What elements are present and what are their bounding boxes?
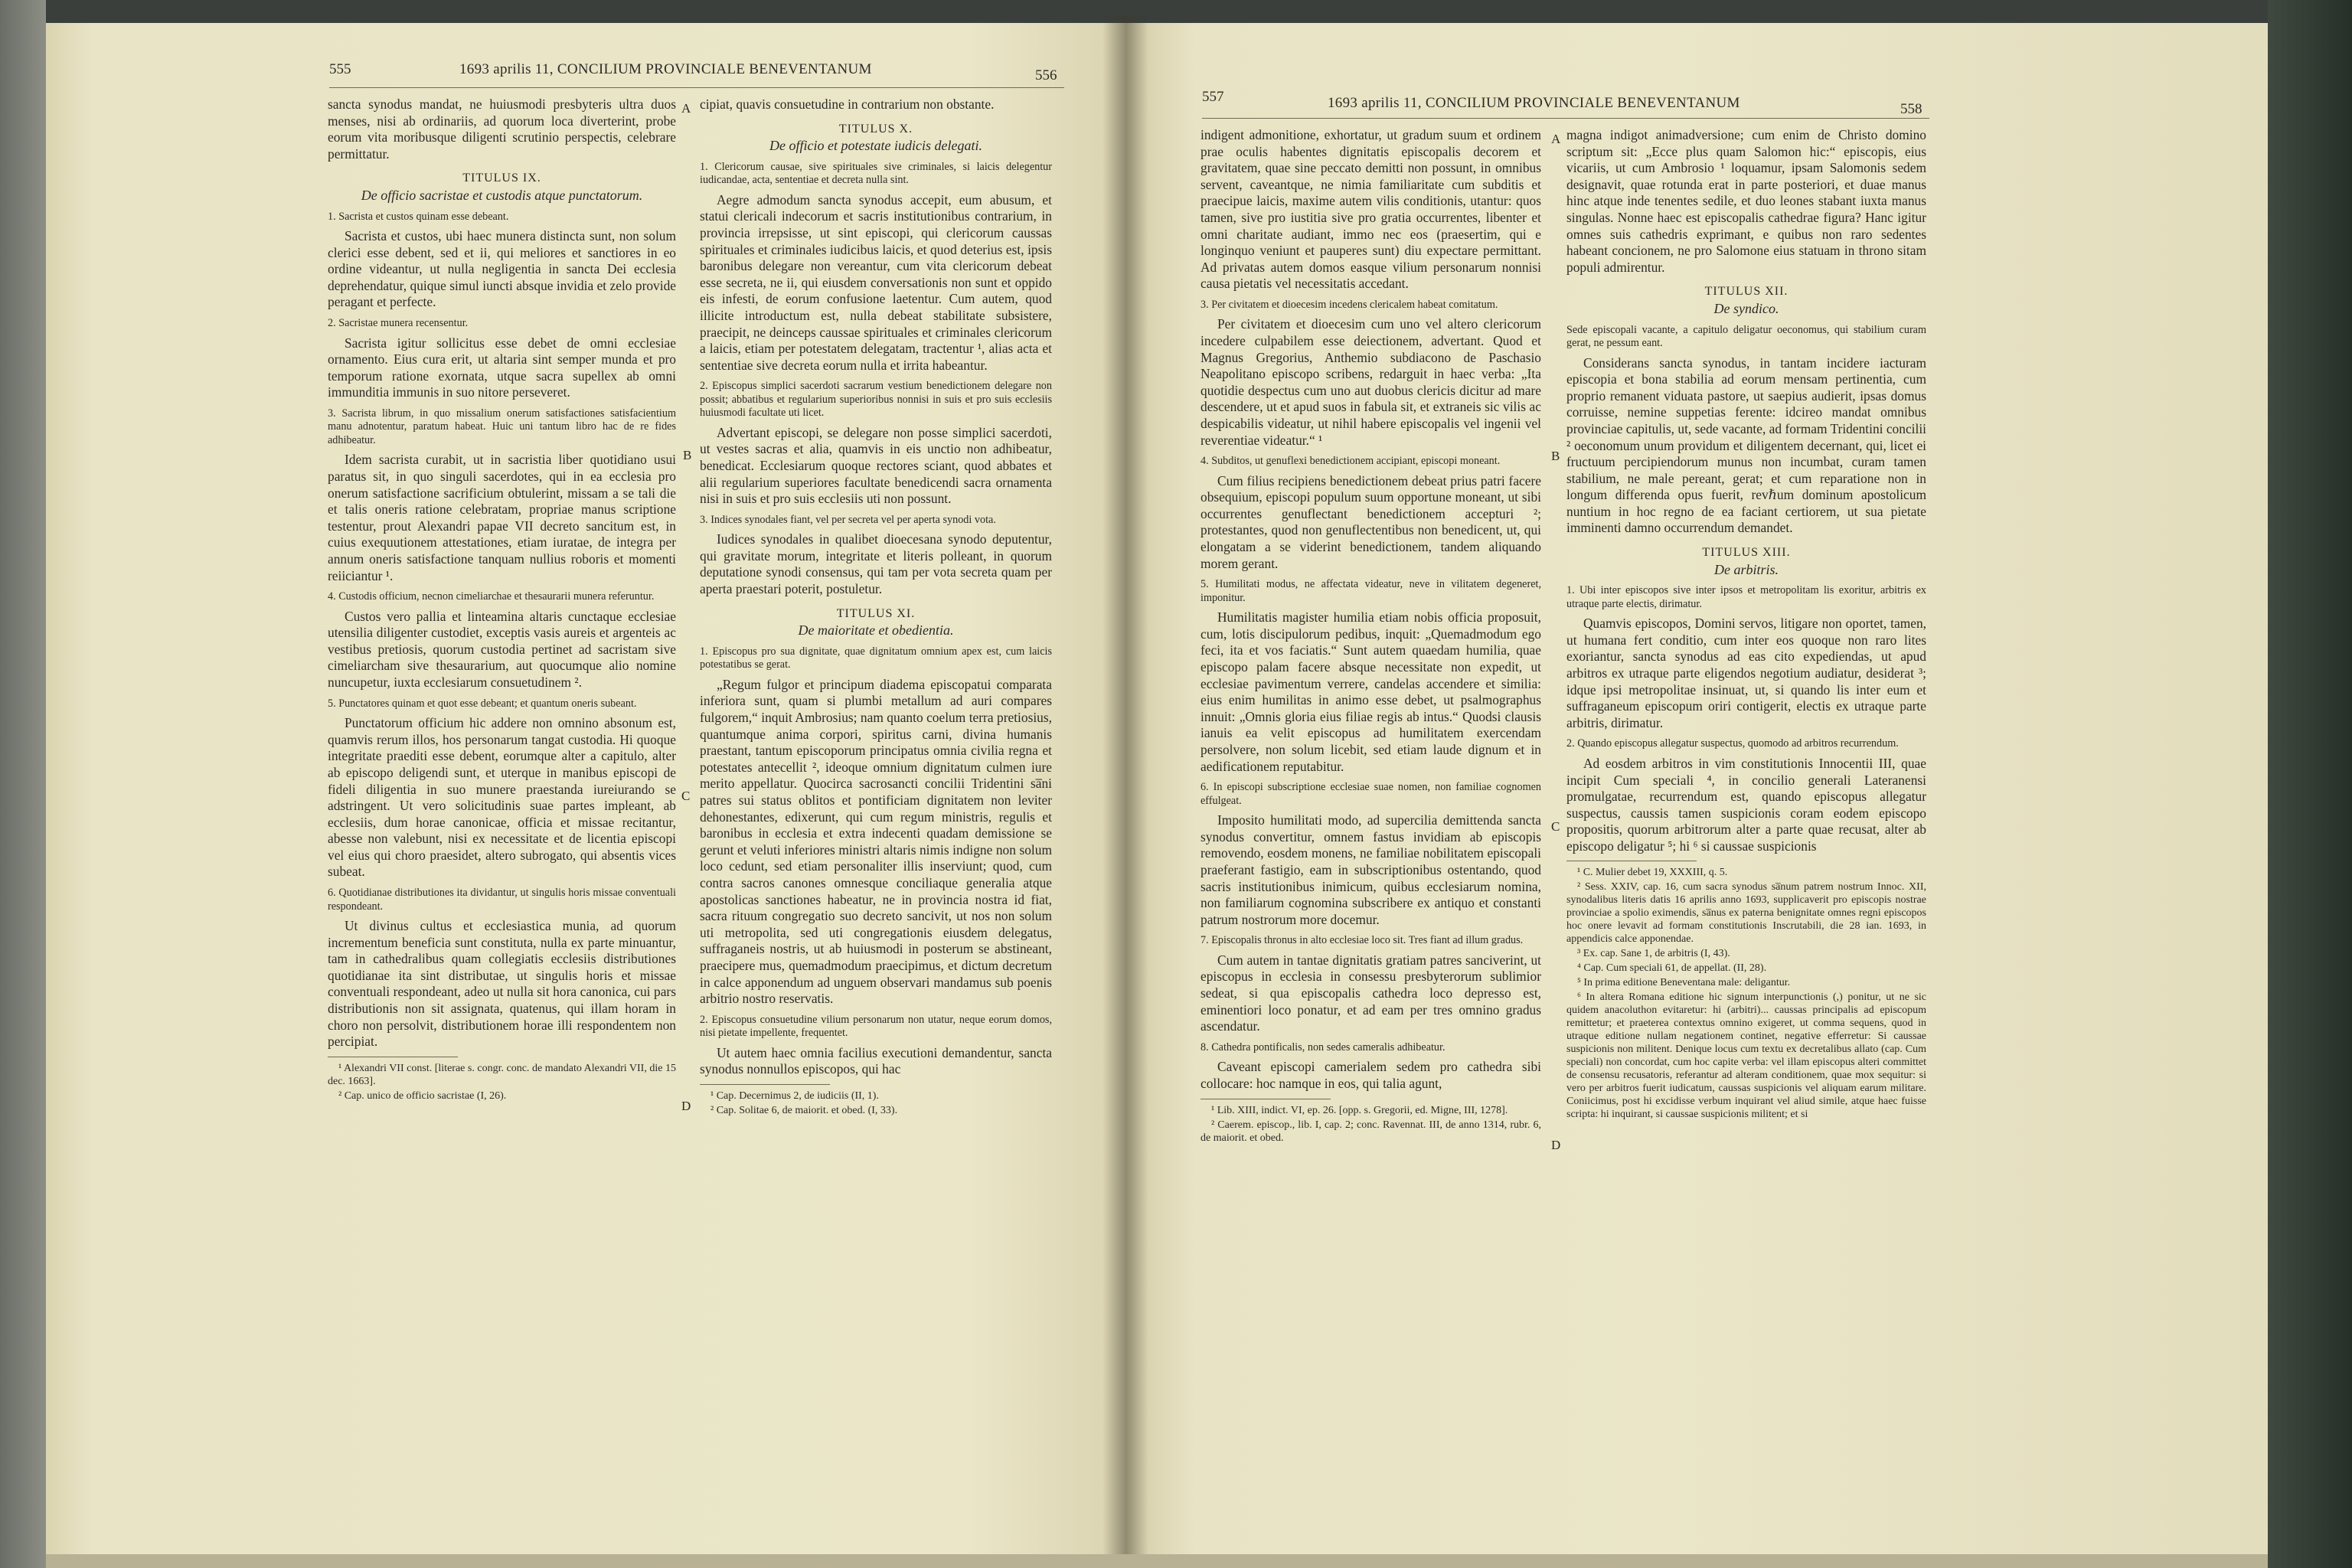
body-paragraph: Ut divinus cultus et ecclesiastica munia, ad quorum incrementum beneficia sunt constituta, nulla ex parte minuantur, tam in cathedralibus quam collegiatis ecclesiis distributiones quotidianae ita sint distributae, ut singulis horis et missae conventuali respondeant, adeo ut nulla sit hora canonica, cui pars distributionis non sit assignata, quatenus, qui illam horam in choro non persolvit, distributionem horae illi respondentem non percipiat. bbox=[328, 918, 676, 1050]
caption-summary: 3. Indices synodales fiant, vel per secreta vel per aperta synodi vota. bbox=[700, 513, 996, 526]
caption-summary: 1. Ubi inter episcopos sive inter ipsos et metropolitam lis exoritur, arbitris ex utraque parte electis, dirimatur. bbox=[1566, 584, 1926, 610]
caption-summary: 4. Custodis officium, necnon cimeliarchae et thesaurarii munera referuntur. bbox=[328, 590, 655, 603]
page-number-558: 558 bbox=[1900, 101, 1922, 117]
body-paragraph: magna indigot animadversione; cum enim de Christo domino scriptum sit: „Ecce plus quam Salomon hic:“ episcopis, eius vicariis, ut cum Ambrosio ¹ loquamur, ipsam Salomonis sedem designavit, quae rotunda erat in parte posteriori, et duae manus hinc atque inde tenentes sedile, et duo leones stabant iuxta manus singulas. Nonne haec est episcopalis cathedrae figura? Hanc igitur omnes suis cathedris exprimant, e quibus non raro sedentes habeant concionem, ne pro Salomone eius statuam in throno sitam populi admirentur. bbox=[1566, 127, 1926, 275]
body-paragraph: Humilitatis magister humilia etiam nobis officia proposuit, cum, lotis discipulorum pedibus, inquit: „Quemadmodum ego feci, ita et vos faciatis.“ Sunt autem quaedam humilia, quae episcopo palam facere absque necessitate non expedit, ut ecclesiae pavimentum verrere, candelas accendere et similia: eius enim humilitas in animo esse debet, ut psalmographus innuit: „Omnis gloria eius filiae regis ab intus.“ Quodsi clausis ianuis ea velit episcopus ad humilitatem exercendam persolvere, non solum licebit, sed etiam laude dignum et in aedificationem reputabitur. bbox=[1200, 609, 1541, 774]
body-paragraph: Aegre admodum sancta synodus accepit, eum abusum, et statui clericali indecorum et sacris institutionibus contrarium, in provincia irrepsisse, ut sint episcopi, qui clericorum caussas spirituales et criminales iudicibus laicis, et quod deterius est, ipsis baronibus delegare non vereantur, cum vita clericorum debeat esse secreta, ne ii, qui eiusdem conversationis non sunt et oppido eis infesti, de eorum confusione laetentur. Cum autem, quod illicite introductum est, nulla debeat stabilitate subsistere, praecipit, ne deinceps caussae spirituales et criminales clericorum a laicis, etiam per potestatem delegatam, tractentur ¹, alias acta et sententiae sive decreta eorum nulla et irrita habeantur. bbox=[700, 191, 1052, 373]
title-subject: De arbitris. bbox=[1713, 561, 1779, 577]
caption-summary: 4. Subditos, ut genuflexi benedictionem accipiant, episcopi moneant. bbox=[1200, 455, 1501, 468]
title-subject: De officio et potestate iudicis delegati. bbox=[769, 138, 982, 154]
caption-summary: 8. Cathedra pontificalis, non sedes cameralis adhibeatur. bbox=[1200, 1040, 1446, 1054]
caption-summary: 2. Sacristae munera recensentur. bbox=[328, 317, 469, 330]
title-subject: De officio sacristae et custodis atque punctatorum. bbox=[361, 187, 643, 203]
running-head-left: 1693 aprilis 11, CONCILIUM PROVINCIALE BENEVENTANUM bbox=[459, 61, 872, 77]
footnote: ⁴ Cap. Cum speciali 61, de appellat. (II, 28). bbox=[1577, 962, 1767, 975]
footnote: ² Cap. unico de officio sacristae (I, 26). bbox=[338, 1089, 507, 1102]
footnote: ¹ C. Mulier debet 19, XXXIII, q. 5. bbox=[1577, 867, 1728, 879]
title-heading: TITULUS XIII. bbox=[1702, 546, 1791, 560]
right-page-column-2 bbox=[1566, 127, 1926, 1122]
caption-summary: 3. Per civitatem et dioecesim incedens clericalem habeat comitatum. bbox=[1200, 298, 1498, 311]
body-paragraph: Imposito humilitati modo, ad supercilia demittenda sancta synodus convertitur, omnem fastus invidiam ab episcopis removendo, eosdem monens, ne familiae nobilitatem episcopali praeferant fastigio, eam in subscriptionibus ostentando, quod sacris institutionibus inimicum, quibus ecclesiarum nomina, non familiarum cognomina subscribere ex antiquo et constanti patrum nostrorum more docemur. bbox=[1200, 812, 1541, 927]
title-heading: TITULUS XI. bbox=[836, 606, 916, 620]
left-page bbox=[46, 23, 1125, 1554]
body-paragraph: indigent admonitione, exhortatur, ut gradum suum et ordinem prae oculis habentes dignitatis episcopalis decorem et gravitatem, quae sine peccato demitti non possunt, in omnibus servent, caveantque, ne nimia familiaritate cum subditis et praecipue laicis, maxime autem vilis conditionis, utantur: quos tamen, sive pro iustitia sive pro gratia occurrentes, libenter et omni charitate audiant, immo nec eos (praesertim, qui e longinquo veniunt et pauperes sunt) diu expectare permittant. Ad privatas autem domos easque vilium personarum nonnisi causa pietatis vel necessitatis accedant. bbox=[1200, 127, 1541, 292]
footnote: ² Sess. XXIV, cap. 16, cum sacra synodus sa̅num patrem nostrum Innoc. XII, synodalibus literis datis 16 aprilis anno 1693, supplicaverit pro episcopis nostrae provinciae a spolio eximendis, sa̅nus ex paterna benignitate omnes regni episcopos hoc onere levavit ad formam constitutionis Inscrutabili, die 28 ian. 1693, in appendicis calce apponendae. bbox=[1566, 881, 1926, 946]
caption-summary: 1. Clericorum causae, sive spirituales sive criminales, si laicis delegentur iudicandae, acta, sententiae et decreta nulla sint. bbox=[700, 160, 1052, 187]
body-paragraph: Custos vero pallia et linteamina altaris cunctaque ecclesiae utensilia diligenter custodiet, exceptis vasis aureis et argenteis ac vestibus pretiosis, quorum custodia pertinet ad sacristam sive cimeliarcham sive thesaurarium, aut quocumque alio nomine nuncupetur, iuxta ecclesiarum consuetudinem ². bbox=[328, 608, 676, 691]
footnote: ² Cap. Solitae 6, de maiorit. et obed. (I, 33). bbox=[710, 1104, 898, 1116]
body-paragraph: Cum filius recipiens benedictionem debeat prius patri facere obsequium, episcopi populum suum opportune moneant, ut sibi occurrentes genuflectant benedictionem accepturi ²; protestantes, quod non genuflectentibus non benedicent, ut, qui elongatam a se viderint benedictionem, tandem aliquando morem gerant. bbox=[1200, 472, 1541, 571]
margin-letter-b: B bbox=[683, 448, 692, 462]
right-page bbox=[1125, 23, 2268, 1554]
book-cover-right bbox=[2268, 0, 2352, 1568]
margin-letter-c: C bbox=[681, 789, 691, 803]
book-gutter bbox=[1102, 15, 1148, 1554]
caption-summary: 5. Humilitati modus, ne affectata videatur, neve in vilitatem degeneret, imponitur. bbox=[1200, 578, 1541, 604]
title-heading: TITULUS X. bbox=[838, 122, 913, 136]
margin-letter-d-right: D bbox=[1551, 1138, 1561, 1152]
footnote: ⁵ In prima editione Beneventana male: deligantur. bbox=[1577, 977, 1791, 989]
margin-letter-a-right: A bbox=[1551, 132, 1561, 146]
body-paragraph: „Regum fulgor et principum diadema episcopatui comparata inferiora sunt, quam si plumbi metallum ad auri compares fulgorem,“ inquit Ambrosius; nam quanto coelum terra pretiosius, quantumque anima corpori, spiritus carni, divina humanis praestant, tantum episcoporum principatus omnia civilia regna et potestates antecellit ², ideoque omnium dignitatum culmen iure merito appellatur. Quocirca sacrosancti concilii Tridentini sa̅ni patres sui status oblitos et pontificiam dignitatem non leviter dehonestantes, edixerunt, qui cum regum ministris, regulis et baronibus in ecclesia et extra indecenti quadam demissione se gerunt et veluti inferiores ministri altaris nimis indigne non solum loco cedunt, sed etiam personaliter illis inserviunt; quod, cum contra sacros canones omnesque conciliaque generalia atque apostolicas sanctiones habeatur, ne in provincia nostra id fiat, sacra rituum congregatio suo decreto sancivit, ut nos non solum uti metropolita, sed uti congregationis eiusdem delegatus, suffraganeis nostris, ut ab huiusmodi in posterum se abstineant, praecipere mus, quemadmodum praecipimus, et dictum decretum in calce apponendum ad unguem observari mandamus sub poenis arbitrio nostro reservatis. bbox=[700, 676, 1052, 1007]
margin-letter-b-right: B bbox=[1551, 449, 1560, 463]
body-paragraph: cipiat, quavis consuetudine in contrarium non obstante. bbox=[700, 96, 995, 112]
running-head-right: 1693 aprilis 11, CONCILIUM PROVINCIALE BENEVENTANUM bbox=[1328, 95, 1740, 111]
page-number-555: 555 bbox=[329, 61, 351, 77]
caption-summary: 1. Episcopus pro sua dignitate, quae dignitatum omnium apex est, cum laicis potestatibus se gerat. bbox=[700, 645, 1052, 671]
caption-summary: 6. Quotidianae distributiones ita dividantur, ut singulis horis missae conventuali respondeant. bbox=[328, 887, 676, 913]
page-number-556: 556 bbox=[1035, 67, 1057, 83]
caption-summary: 7. Episcopalis thronus in alto ecclesiae loco sit. Tres fiant ad illum gradus. bbox=[1200, 934, 1524, 947]
body-paragraph: Quamvis episcopos, Domini servos, litigare non oportet, tamen, ut humana fert conditio, cum inter eos quoque non raro lites exoriantur, sancta synodus ad eas cito expediendas, ut apud arbitros ex utraque parte eligendos negotium audiatur, desiderat ³; idque ipsi metropolitae insinuat, ut, si quando lis inter eum et suffraganeum episcopum oriri contigerit, electis ex utraque parte arbitris, dirimatur. bbox=[1566, 616, 1926, 730]
title-heading: TITULUS IX. bbox=[462, 172, 541, 185]
left-page-column-1 bbox=[328, 96, 676, 1104]
book-edge-left bbox=[0, 0, 46, 1568]
body-paragraph: Considerans sancta synodus, in tantam incidere iacturam episcopia et bona stabilia ad eorum mensam pertinentia, cum proprio remanent viduata pastore, ut saepius audierit, ipsas domus corruisse, nemine suppetias ferente: idcireo mandat omnibus provinciae capitulis, ut, sede vacante, ad formam Tridentini concilii ² oeconomum unum providum et diligentem decernant, qui, licet ei fructuum percipiendorum munus non incumbat, curam tamen stabilium, ne male pereant, gerat; et cum reparatione non in longum differenda opus fuerit, revℏum dominum apostolicum nuntium in hoc regno de ea faciant certiorem, ut sua pietate imminenti damno occurrendum demandet. bbox=[1566, 354, 1926, 536]
body-paragraph: Sacrista et custos, ubi haec munera distincta sunt, non solum clerici esse debent, sed et ii, qui meliores et sanctiores in eo ordine videantur, ut nulla negligentia in sancta Dei ecclesia deprehendatur, quique simul iuncti absque invidia et zelo provide peragant et perfecte. bbox=[328, 228, 676, 310]
body-paragraph: Punctatorum officium hic addere non omnino absonum est, quamvis rerum illos, hos personarum tangat custodia. Hi quoque integritate praediti esse debent, eorumque alter a capitulo, alter ab episcopo deligendi sunt, et uterque in manibus episcopi de fideli diligentia in suo munere praestanda iureiurando se adstringent. Ut vero solicitudinis suae partes impleant, ab ecclesiis, dum horae canonicae, officia et missae recitantur, abesse non valebunt, nisi ex necessitate et de licentia episcopi vel eius qui choro praesidet, altero subrogato, qui absentis vices subeat. bbox=[328, 715, 676, 880]
head-rule-right bbox=[1202, 118, 1929, 119]
head-rule-left bbox=[329, 87, 1064, 88]
caption-summary: 2. Episcopus consuetudine vilium personarum non utatur, neque eorum domos, nisi pietate impellente, frequentet. bbox=[700, 1013, 1052, 1040]
title-heading: TITULUS XII. bbox=[1704, 285, 1788, 299]
body-paragraph: sancta synodus mandat, ne huiusmodi presbyteris ultra duos menses, nisi ab ordinariis, ad quorum loca diverterint, probe eorum vita moribusque diligenti scrutinio perspectis, celebrare permittatur. bbox=[328, 96, 676, 162]
caption-summary: 3. Sacrista librum, in quo missalium onerum satisfactiones satisfacientium manu adnotentur, paratum habeat. Huic uni tantum libro hac de re fides adhibeatur. bbox=[328, 407, 676, 446]
footnote: ¹ Cap. Decernimus 2, de iudiciis (II, 1). bbox=[710, 1089, 879, 1102]
page-stack-edge bbox=[46, 1554, 2268, 1568]
caption-summary: 6. In episcopi subscriptione ecclesiae suae nomen, non familiae cognomen effulgeat. bbox=[1200, 781, 1541, 807]
margin-letter-a: A bbox=[681, 101, 691, 116]
page-number-557: 557 bbox=[1202, 89, 1224, 105]
caption-summary: 2. Episcopus simplici sacerdoti sacrarum vestium benedictionem delegare non possit; abbatibus et regularium superioribus nonnisi in suis et pro suis ecclesiis huiusmodi facultate uti licet. bbox=[700, 380, 1052, 420]
margin-letter-c-right: C bbox=[1551, 819, 1560, 834]
caption-summary: 1. Sacrista et custos quinam esse debeant. bbox=[328, 210, 509, 223]
footnote: ¹ Lib. XIII, indict. VI, ep. 26. [opp. s. Gregorii, ed. Migne, III, 1278]. bbox=[1211, 1104, 1508, 1116]
body-paragraph: Caveant episcopi camerialem sedem pro cathedra sibi collocare: hoc namque in eos, qui talia agunt, bbox=[1200, 1059, 1541, 1091]
footnote: ¹ Alexandri VII const. [literae s. congr. conc. de mandato Alexandri VII, die 15 dec. 1663]. bbox=[328, 1062, 676, 1087]
footnote: ³ Ex. cap. Sane 1, de arbitris (I, 43). bbox=[1577, 948, 1730, 960]
title-subject: De syndico. bbox=[1713, 300, 1779, 316]
body-paragraph: Cum autem in tantae dignitatis gratiam patres sanciverint, ut episcopus in ecclesia in consessu presbyterorum sublimior sedeat, si qua episcopalis cathedra loco depresso est, eminentiori loco ponatur, et ad eam per tres omnino gradus ascendatur. bbox=[1200, 952, 1541, 1034]
body-paragraph: Sacrista igitur sollicitus esse debet de omni ecclesiae ornamento. Eius cura erit, ut altaria sint semper munda et pro temporum ratione exornata, utque sacra supellex ab omni immunditia immunis in suo nitore perseveret. bbox=[328, 335, 676, 400]
caption-summary: 5. Punctatores quinam et quot esse debeant; et quantum oneris subeant. bbox=[328, 697, 637, 710]
right-page-column-1 bbox=[1200, 127, 1541, 1146]
caption-summary: 2. Quando episcopus allegatur suspectus, quomodo ad arbitros recurrendum. bbox=[1566, 737, 1899, 750]
footnote: ² Caerem. episcop., lib. I, cap. 2; conc. Ravennat. III, de anno 1314, rubr. 6, de maiorit. et obed. bbox=[1200, 1119, 1541, 1144]
left-page-column-2 bbox=[700, 96, 1052, 1119]
body-paragraph: Ad eosdem arbitros in vim constitutionis Innocentii III, quae incipit Cum speciali ⁴, in concilio generali Lateranensi promulgatae, recurrendum est, quando episcopus allegatur suspectus, caussis tamen suspicionis coram eodem episcopo propositis, quorum arbitrorum alter a parte quae recusat, alter ab episcopo deligatur ⁵; hi ⁶ si caussae suspicionis bbox=[1566, 755, 1926, 854]
caption-summary: Sede episcopali vacante, a capitulo deligatur oeconomus, qui stabilium curam gerat, ne pessum eant. bbox=[1566, 323, 1926, 350]
body-paragraph: Per civitatem et dioecesim cum uno vel altero clericorum incedere culpabilem esse deiectionem, advertant. Quod et Magnus Gregorius, Anthemio subdiacono de Paschasio Neapolitano episcopo scribens, redarguit in haec verba: „Ita quotidie despectus cum uno aut duobus clericis dicitur ad mare descendere, ut et apud suos in fabula sit, et extraneis sic vilis ac despicabilis videatur, ut nihil habere episcopalis vel ingenii vel reverentiae videatur.“ ¹ bbox=[1200, 316, 1541, 448]
footnote-rule bbox=[700, 1084, 830, 1085]
body-paragraph: Iudices synodales in qualibet dioecesana synodo deputentur, qui gravitate morum, integritate et literis polleant, in quorum deputatione synodi consensus, qui tam per vota secreta quam per aperta praestari poterit, postuletur. bbox=[700, 531, 1052, 597]
body-paragraph: Ut autem haec omnia facilius executioni demandentur, sancta synodus nonnullos episcopos, qui hac bbox=[700, 1044, 1052, 1077]
body-paragraph: Advertant episcopi, se delegare non posse simplici sacerdoti, ut vestes sacras et alia, quamvis in eis unctio non adhibeatur, benedicat. Ecclesiarum quoque rectores sciant, quod abbates et alii regularium superiores facultate benedicendi sacra ornamenta nisi in suis et pro suis ecclesiis uti non possunt. bbox=[700, 424, 1052, 507]
body-paragraph: Idem sacrista curabit, ut in sacristia liber quotidiano usui paratus sit, in quo singuli sacerdotes, qui in ea ecclesia pro onerum satisfactione sacrificium obtulerint, missam a se tali die et talis oneris ratione celebratam, propriae manus scriptione testentur, prout Alexandri papae VII decreto sancitum est, in cuius exequutionem attestationes, etiam iuratae, de integra per annum oneris satisfactione tanquam nullius roboris et momenti reiiciantur ¹. bbox=[328, 452, 676, 583]
margin-letter-d: D bbox=[681, 1099, 691, 1113]
footnote: ⁶ In altera Romana editione hic signum interpunctionis (,) ponitur, ut ne sic quidem anacoluthon evitaretur: hi (arbitri)... caussas principalis ad episcopum remittetur; et praeterea contextus omnino exigeret, ut comma sequens, quod in utraque editione nullam negationem continet, negative efferretur: Si caussae suspicionis non militent. Denique locus cum textu ex decretalibus allato (cap. Cum speciali) non concordat, cum hoc capite verba: vel illam episcopus alteri committet de consensu recusatoris, referantur ad alteram conditionem, quae mox sequitur: si vero per arbitros fuerit iudicatum, caussas suspicionis vel aliquam earum militare. Coniicimus, post hi excidisse verbum inquirant vel aliud simile, atque haec fuisse scripta: hi inquirant, si caussae suspicionis militent; et si bbox=[1566, 991, 1926, 1121]
title-subject: De maioritate et obedientia. bbox=[798, 622, 954, 639]
